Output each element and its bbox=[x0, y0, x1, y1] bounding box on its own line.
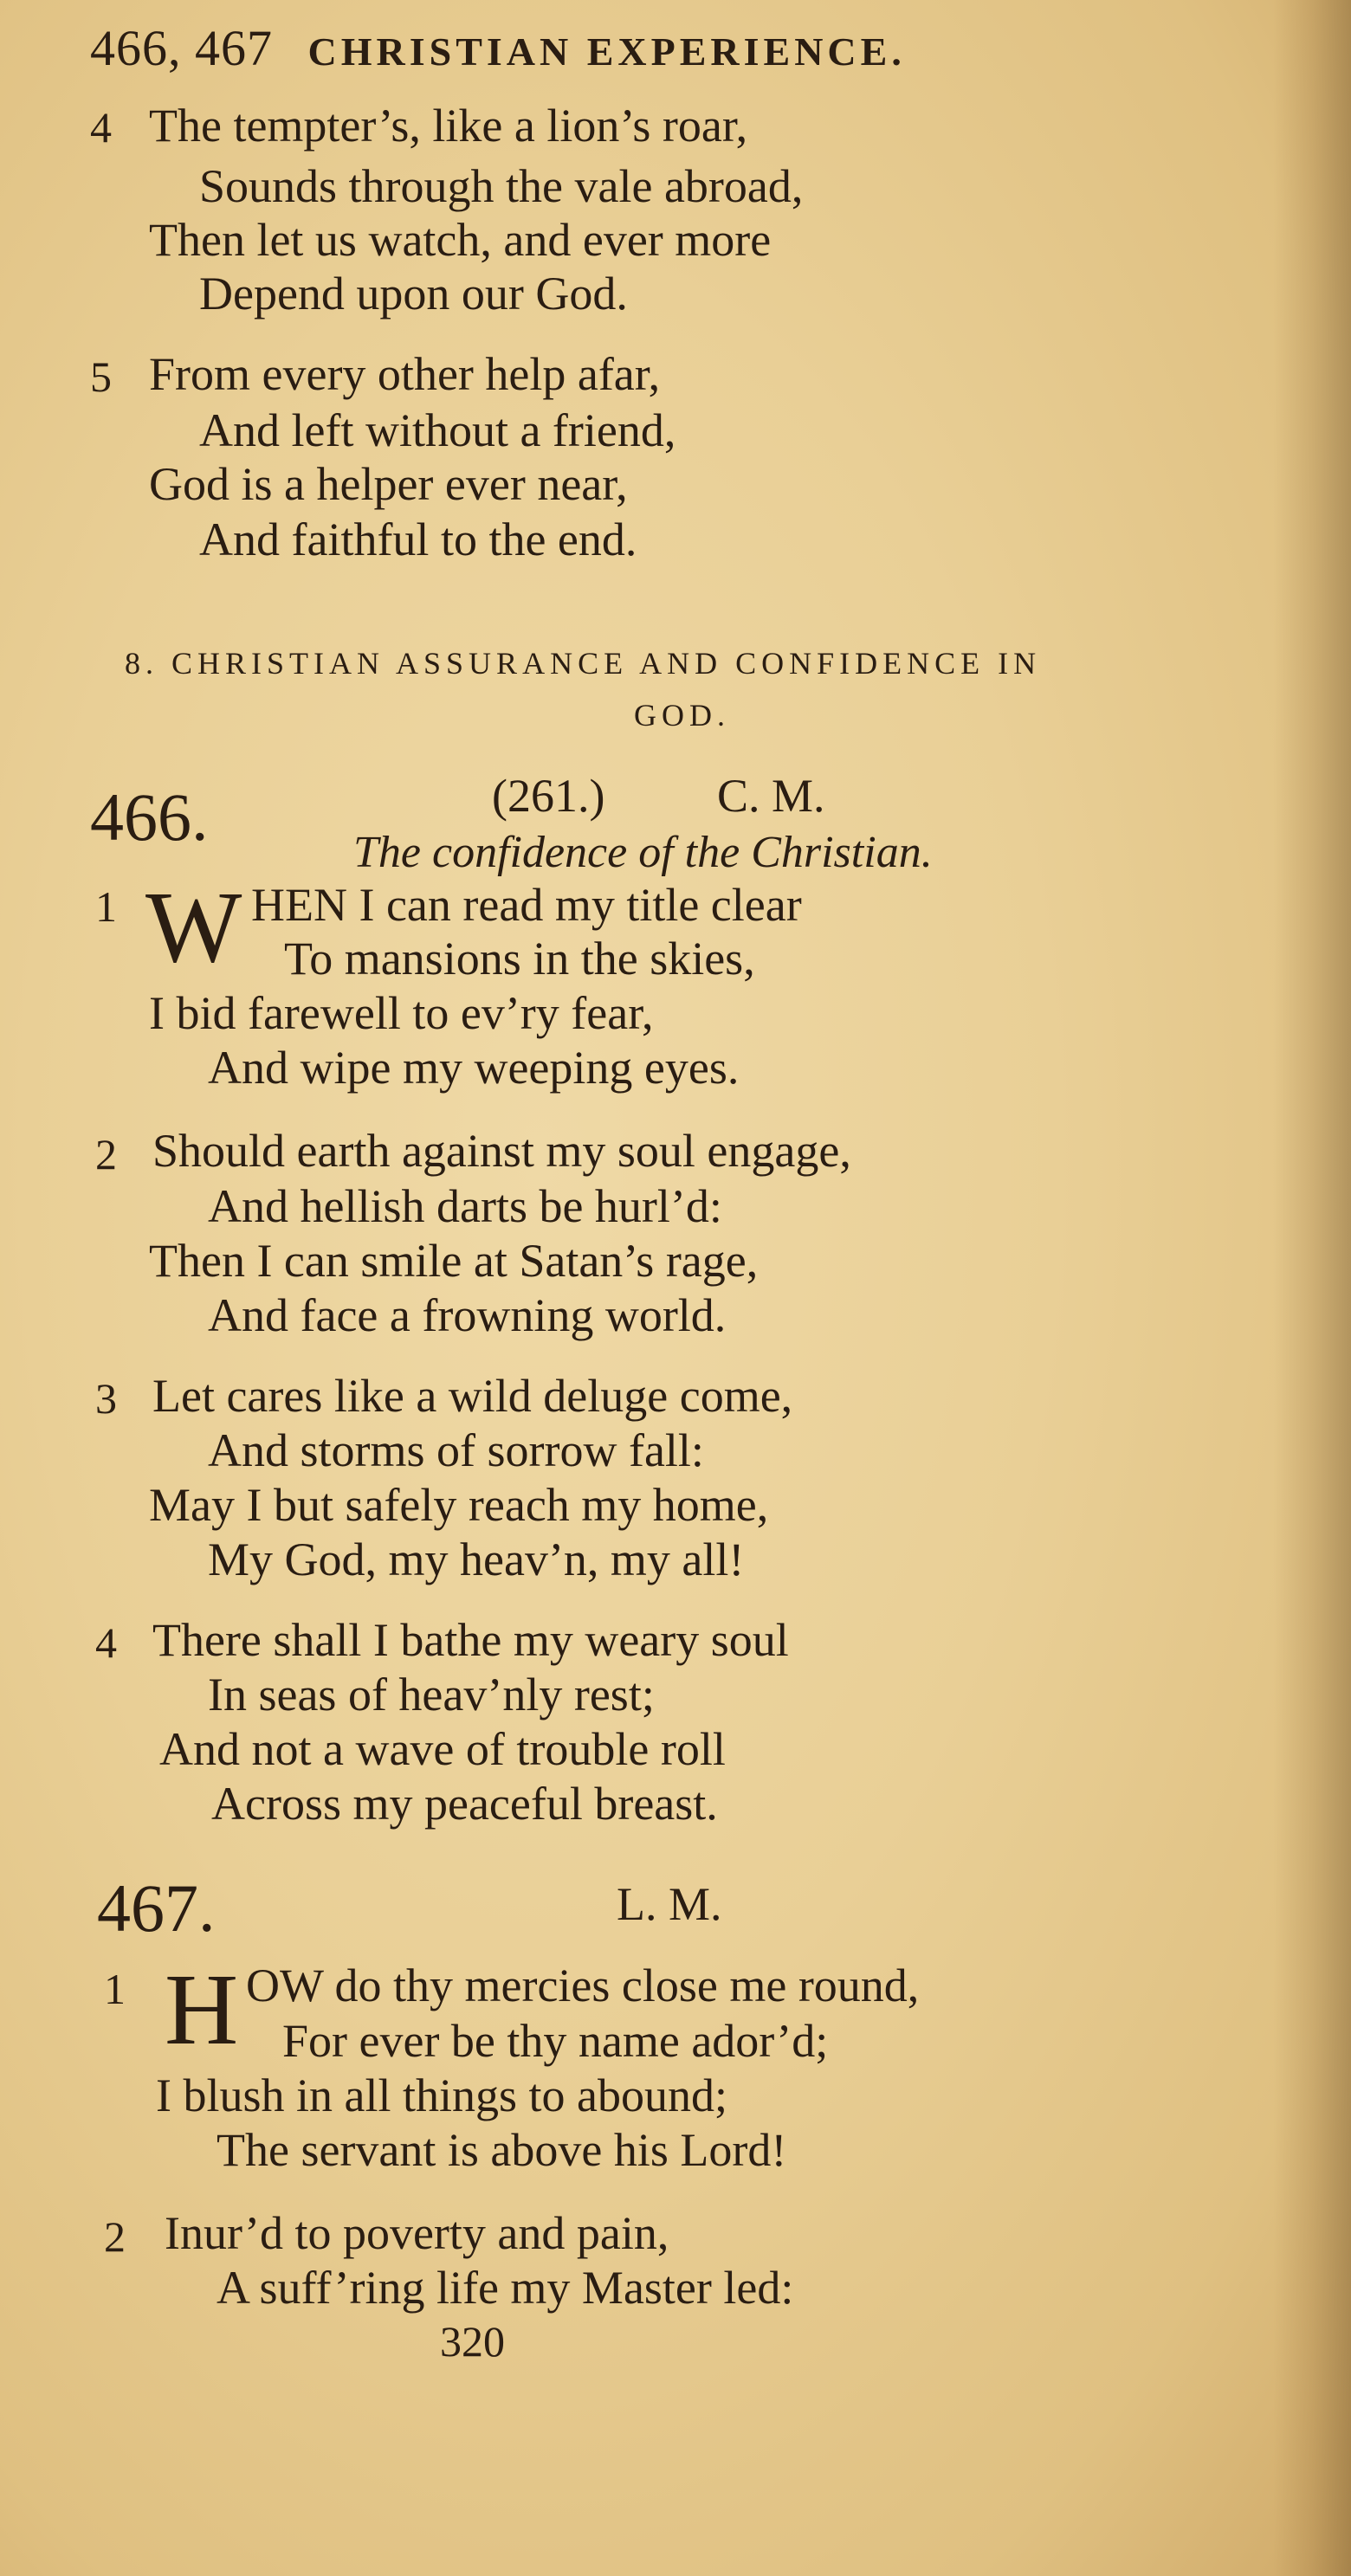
verse-line: May I but safely reach my home, bbox=[149, 1479, 769, 1531]
verse-line: To mansions in the skies, bbox=[284, 933, 755, 985]
verse-line: And hellish darts be hurl’d: bbox=[208, 1180, 722, 1232]
verse-line: The tempter’s, like a lion’s roar, bbox=[149, 100, 748, 152]
page-number: 320 bbox=[440, 2317, 505, 2366]
drop-cap: W bbox=[145, 870, 242, 984]
verse-number: 1 bbox=[95, 882, 117, 931]
verse-line: And storms of sorrow fall: bbox=[208, 1424, 704, 1476]
verse-line: Then I can smile at Satan’s rage, bbox=[149, 1235, 759, 1287]
tune-number: (261.) bbox=[492, 770, 605, 822]
verse-line: OW do thy mercies close me round, bbox=[246, 1959, 920, 2011]
hymn-meter: C. M. bbox=[717, 770, 825, 822]
section-heading: 8. CHRISTIAN ASSURANCE AND CONFIDENCE IN bbox=[125, 646, 1042, 681]
verse-line: Across my peaceful breast. bbox=[211, 1778, 718, 1830]
verse-line: I blush in all things to abound; bbox=[156, 2069, 727, 2121]
verse-line: God is a helper ever near, bbox=[149, 458, 628, 510]
verse-line: And wipe my weeping eyes. bbox=[208, 1042, 740, 1094]
verse-number: 3 bbox=[95, 1374, 117, 1423]
verse-line: Depend upon our God. bbox=[199, 268, 628, 320]
section-heading-cont: GOD. bbox=[634, 698, 730, 733]
drop-cap: H bbox=[165, 1953, 239, 2066]
verse-line: My God, my heav’n, my all! bbox=[208, 1533, 745, 1585]
hymn-number: 467. bbox=[97, 1870, 216, 1946]
verse-line: The servant is above his Lord! bbox=[217, 2124, 787, 2176]
hymn-number: 466. bbox=[90, 779, 209, 855]
verse-number: 1 bbox=[104, 1965, 126, 2013]
header-title: CHRISTIAN EXPERIENCE. bbox=[307, 29, 906, 74]
verse-line: From every other help afar, bbox=[149, 348, 661, 400]
verse-line: Should earth against my soul engage, bbox=[152, 1125, 851, 1177]
verse-line: And not a wave of trouble roll bbox=[159, 1723, 726, 1775]
verse-number: 4 bbox=[90, 103, 112, 152]
verse-number: 5 bbox=[90, 352, 112, 401]
verse-line: Let cares like a wild deluge come, bbox=[152, 1370, 793, 1422]
verse-line: And faithful to the end. bbox=[199, 513, 637, 565]
verse-line: In seas of heav’nly rest; bbox=[208, 1669, 655, 1721]
verse-line: Sounds through the vale abroad, bbox=[199, 160, 804, 212]
hymn-meter: L. M. bbox=[617, 1878, 722, 1930]
verse-line: Inur’d to poverty and pain, bbox=[165, 2207, 669, 2259]
verse-line: A suff’ring life my Master led: bbox=[217, 2262, 794, 2314]
verse-line: Then let us watch, and ever more bbox=[149, 214, 772, 266]
running-header bbox=[90, 19, 906, 77]
header-hymn-numbers: 466, 467 bbox=[90, 20, 273, 76]
verse-line: For ever be thy name ador’d; bbox=[282, 2015, 829, 2067]
verse-number: 2 bbox=[95, 1130, 117, 1178]
verse-line: There shall I bathe my weary soul bbox=[152, 1614, 789, 1666]
page-edge-shadow bbox=[1273, 0, 1351, 2576]
verse-line: And left without a friend, bbox=[199, 404, 676, 456]
hymn-subtitle: The confidence of the Christian. bbox=[353, 828, 933, 877]
verse-number: 2 bbox=[104, 2212, 126, 2261]
verse-line: I bid farewell to ev’ry fear, bbox=[149, 987, 654, 1039]
verse-number: 4 bbox=[95, 1618, 117, 1667]
verse-line: HEN I can read my title clear bbox=[251, 879, 802, 931]
verse-line: And face a frowning world. bbox=[208, 1289, 727, 1341]
